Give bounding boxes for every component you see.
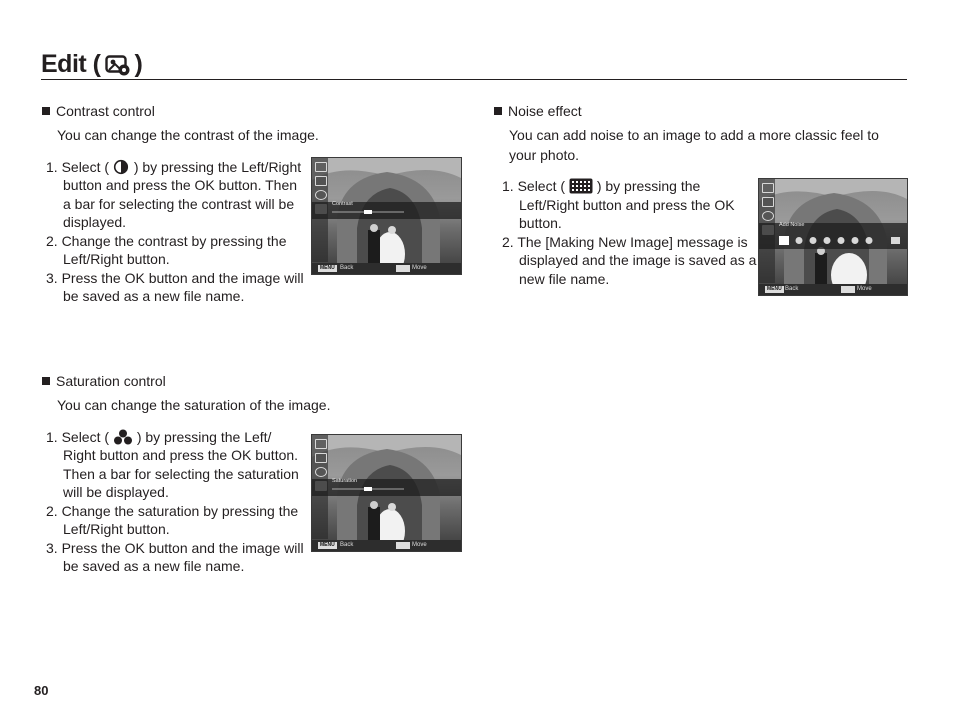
page-number: 80	[34, 683, 49, 698]
contrast-step-3: 3. Press the OK button and the image will be saved as a new file name.	[46, 269, 304, 304]
contrast-intro: You can change the contrast of the image.	[57, 127, 319, 143]
resize-icon	[315, 162, 327, 172]
effect-icon-row	[779, 236, 904, 245]
rotate-icon	[315, 176, 327, 186]
noise-effect-bar	[759, 223, 907, 249]
color-icon	[315, 190, 327, 200]
move-icon	[841, 286, 855, 293]
contrast-heading: Contrast control	[42, 102, 307, 120]
bottom-bar	[312, 263, 461, 274]
menu-button-label: MENU	[767, 286, 782, 292]
back-label: Back	[340, 541, 354, 548]
noise-section	[494, 102, 879, 288]
bottom-bar	[759, 284, 907, 295]
contrast-step-1: 1. Select ( ) by pressing the Left/Right button and press the OK button. Then a bar for selecting the contrast will be displayed.	[46, 158, 302, 230]
bullet-square-icon	[42, 107, 50, 115]
title-rule	[41, 79, 907, 80]
rotate-icon	[315, 453, 327, 463]
noise-step-1: 1. Select ( ) by pressing the Left/Right button and press the OK button.	[502, 178, 735, 231]
saturation-camera-screen	[311, 434, 462, 552]
title-suffix: )	[134, 50, 143, 78]
saturation-adjust-bar	[312, 479, 461, 496]
noise-heading: Noise effect	[494, 102, 759, 120]
saturation-steps	[42, 428, 307, 576]
contrast-icon	[113, 159, 130, 175]
adjust-scale	[332, 210, 404, 214]
noise-intro: You can add noise to an image to add a more classic feel to your photo.	[509, 127, 879, 163]
contrast-step-2: 2. Change the contrast by pressing the Left/Right button.	[46, 232, 287, 267]
saturation-step-1: 1. Select ( ) by pressing the Left/ Right button and press the OK button. Then a bar for selecting the saturation will be displayed.	[46, 428, 299, 500]
resize-icon	[315, 439, 327, 449]
color-icon	[315, 467, 327, 477]
move-icon	[396, 265, 410, 272]
noise-grid-icon	[569, 178, 593, 194]
saturation-step-3: 3. Press the OK button and the image will be saved as a new file name.	[46, 539, 304, 574]
color-icon	[762, 211, 774, 221]
edit-photo-icon	[105, 53, 131, 77]
bullet-square-icon	[42, 377, 50, 385]
noise-step-2: 2. The [Making New Image] message is displayed and the image is saved as a new file name.	[502, 233, 757, 287]
noise-steps	[498, 177, 759, 288]
bar-label: Add Noise	[779, 222, 805, 228]
move-label: Move	[857, 285, 872, 292]
noise-camera-screen	[758, 178, 908, 296]
contrast-section	[42, 102, 319, 306]
move-icon	[396, 542, 410, 549]
saturation-intro: You can change the saturation of the image.	[57, 397, 331, 413]
title-prefix: Edit (	[41, 50, 101, 78]
bar-label: Saturation	[332, 478, 358, 484]
back-label: Back	[340, 264, 354, 271]
contrast-camera-screen	[311, 157, 462, 275]
saturation-heading: Saturation control	[42, 372, 307, 390]
page-title	[41, 50, 142, 79]
bottom-bar	[312, 540, 461, 551]
menu-button-label: MENU	[320, 542, 335, 548]
back-label: Back	[785, 285, 799, 292]
rotate-icon	[762, 197, 774, 207]
menu-button-label: MENU	[320, 265, 335, 271]
move-label: Move	[412, 264, 427, 271]
adjust-scale	[332, 487, 404, 491]
resize-icon	[762, 183, 774, 193]
move-label: Move	[412, 541, 427, 548]
bullet-square-icon	[494, 107, 502, 115]
contrast-adjust-bar	[312, 202, 461, 219]
saturation-icon	[113, 429, 133, 445]
contrast-steps	[42, 158, 307, 306]
bar-label: Contrast	[332, 201, 353, 207]
saturation-step-2: 2. Change the saturation by pressing the Left/Right button.	[46, 502, 299, 537]
